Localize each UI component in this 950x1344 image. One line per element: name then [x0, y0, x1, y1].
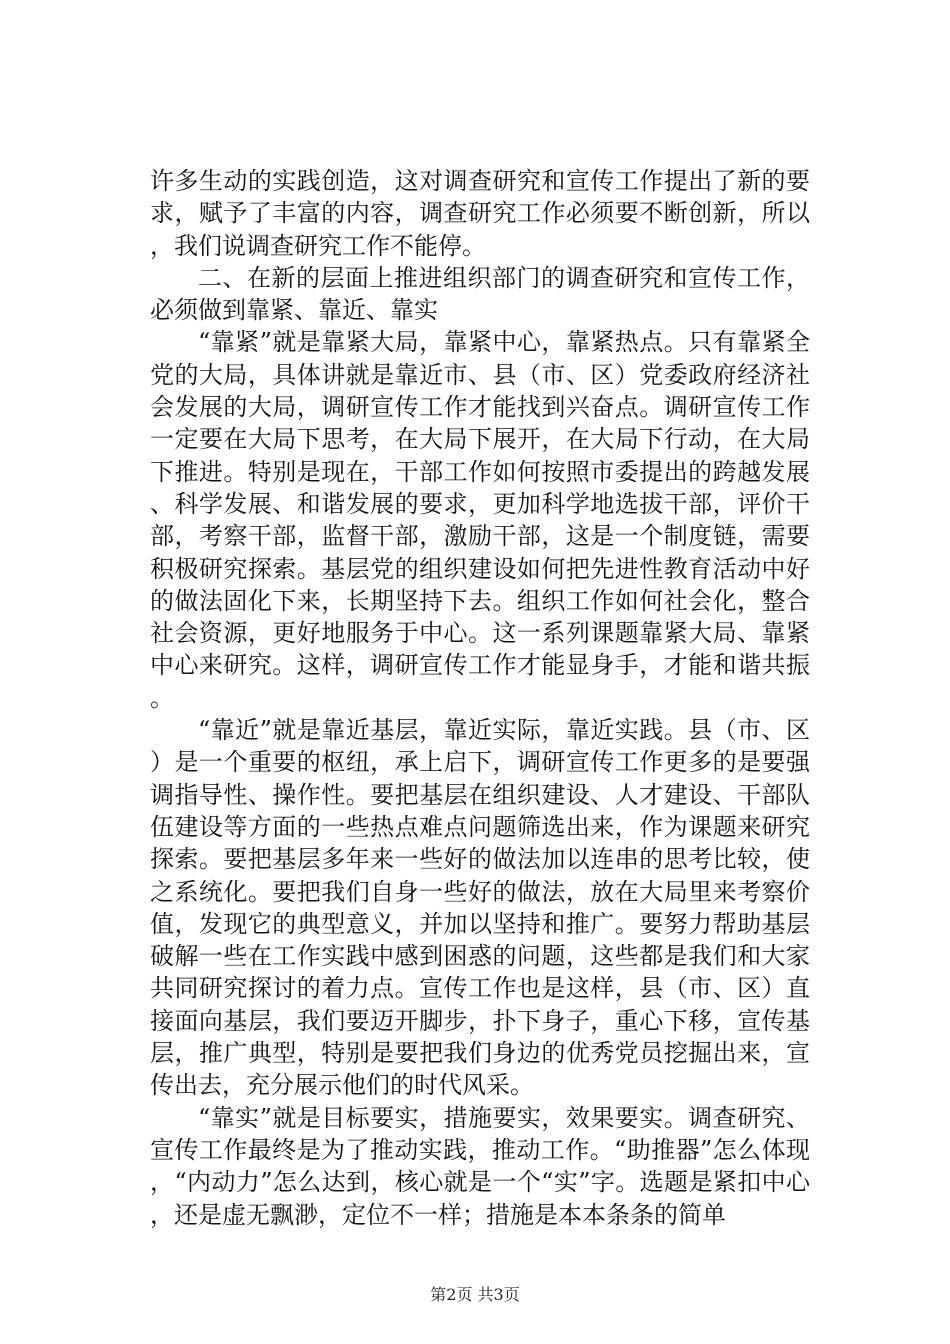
paragraph-kaojin-near: “靠近”就是靠近基层，靠近实际，靠近实践。县（市、区）是一个重要的枢纽，承上启下，调研宣传工作更多的是要强调指导性、操作性。要把基层在组织建设、人才建设、干部队伍建设等方面的一些热点难点问题筛选出来，作为课题来研究探索。要把基层多年来一些好的做法加以连串的思考比较，使之系统化。要把我们自身一些好的做法，放在大局里来考察价值，发现它的典型意义，并加以坚持和推广。要努力帮助基层破解一些在工作实践中感到困惑的问题，这些都是我们和大家共同研究探讨的着力点。宣传工作也是这样，县（市、区）直接面向基层，我们要迈开脚步，扑下身子，重心下移，宣传基层，推广典型，特别是要把我们身边的优秀党员挖掘出来，宣传出去，充分展示他们的时代风采。: [150, 716, 810, 1100]
paragraph-kaoshi: “靠实”就是目标要实，措施要实，效果要实。调查研究、宣传工作最终是为了推动实践，推动工作。“助推器”怎么体现，“内动力”怎么达到，核心就是一个“实”字。选题是紧扣中心，还是虚无飘渺，定位不一样；措施是本本条条的简单: [150, 1103, 810, 1229]
page-number-footer: 第2页 共3页: [430, 1285, 520, 1304]
section-heading-two: 二、在新的层面上推进组织部门的调查研究和宣传工作，必须做到靠紧、靠近、靠实: [150, 263, 810, 325]
paragraph-intro-continuation: 许多生动的实践创造，这对调查研究和宣传工作提出了新的要求，赋予了丰富的内容，调查研究工作必须要不断创新，所以，我们说调查研究工作不能停。: [150, 167, 810, 260]
document-body: [150, 165, 810, 1231]
paragraph-kaojin: “靠紧”就是靠紧大局，靠紧中心，靠紧热点。只有靠紧全党的大局，具体讲就是靠近市、县（市、区）党委政府经济社会发展的大局，调研宣传工作才能找到兴奋点。调研宣传工作一定要在大局下思考，在大局下展开，在大局下行动，在大局下推进。特别是现在，干部工作如何按照市委提出的跨越发展、科学发展、和谐发展的要求，更加科学地选拔干部，评价干部，考察干部，监督干部，激励干部，这是一个制度链，需要积极研究探索。基层党的组织建设如何把先进性教育活动中好的做法固化下来，长期坚持下去。组织工作如何社会化，整合社会资源，更好地服务于中心。这一系列课题靠紧大局、靠紧中心来研究。这样，调研宣传工作才能显身手，才能和谐共振。: [150, 328, 810, 712]
